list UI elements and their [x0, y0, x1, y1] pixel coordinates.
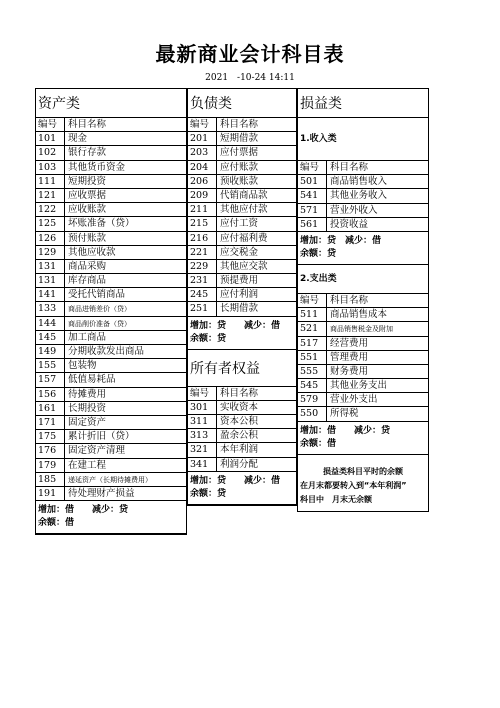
- profit-loss-column: [297, 88, 429, 512]
- col-name-label: 科目名称: [68, 119, 107, 130]
- account-code: 133: [36, 302, 65, 315]
- table-row: [188, 274, 296, 288]
- page-title: 最新商业会计科目表: [155, 42, 345, 66]
- account-name: 预收账款: [220, 175, 259, 187]
- table-row: [188, 232, 296, 246]
- table-row: [36, 487, 186, 501]
- account-name: 应付工资: [220, 218, 259, 230]
- table-row: [188, 458, 296, 472]
- table-row: [36, 246, 186, 260]
- table-header-row: [188, 118, 296, 132]
- liabilities-rule-note: 增加：贷 减少：借 余额：贷: [188, 317, 296, 350]
- table-row: [188, 161, 296, 175]
- account-name: 商品采购: [68, 260, 107, 272]
- account-code: 149: [36, 345, 65, 358]
- account-code: 511: [298, 308, 327, 321]
- assets-header: 资产类: [36, 89, 186, 118]
- table-row: [188, 302, 296, 316]
- account-name: 应交税金: [220, 246, 259, 258]
- account-name: 营业外支出: [330, 394, 378, 406]
- account-name: 盈余公积: [220, 430, 259, 442]
- table-row: [188, 175, 296, 189]
- account-name: 其他货币资金: [68, 161, 126, 173]
- account-code: 201: [188, 132, 217, 145]
- account-code: 131: [36, 274, 65, 287]
- table-row: [188, 288, 296, 302]
- account-name: 长期借款: [220, 303, 259, 315]
- table-row: [188, 401, 296, 415]
- account-code: 301: [188, 401, 217, 414]
- table-row: [36, 288, 186, 302]
- table-row: [36, 373, 186, 387]
- account-code: 121: [36, 189, 65, 202]
- account-code: 555: [298, 365, 327, 378]
- table-row: [36, 175, 186, 189]
- table-row: [36, 331, 186, 345]
- account-name: 应付福利费: [220, 232, 268, 244]
- account-code: 129: [36, 246, 65, 259]
- account-name: 分期收款发出商品: [68, 346, 145, 357]
- account-code: 211: [188, 203, 217, 216]
- account-name: 累计折旧（贷）: [68, 431, 135, 443]
- col-code-label: 编号: [188, 387, 217, 400]
- account-name: 商品销售成本: [330, 309, 388, 321]
- account-name: 营业外收入: [330, 204, 378, 216]
- account-code: 313: [188, 429, 217, 442]
- account-name: 固定资产清理: [68, 445, 126, 457]
- account-name: 短期投资: [68, 175, 107, 187]
- account-code: 311: [188, 415, 217, 428]
- account-code: 561: [298, 218, 327, 231]
- account-name: 应收票据: [68, 189, 107, 201]
- account-name: 应付利润: [220, 289, 259, 301]
- table-row: [298, 189, 428, 203]
- account-name: 经营费用: [330, 337, 369, 349]
- income-rule-note: 增加：贷 减少：借 余额：贷: [298, 232, 428, 265]
- liabilities-header: 负债类: [188, 89, 296, 118]
- col-name-label: 科目名称: [220, 387, 259, 399]
- account-code: 229: [188, 260, 217, 273]
- account-code: 221: [188, 246, 217, 259]
- table-row: [36, 203, 186, 217]
- account-code: 144: [36, 317, 65, 330]
- account-name: 所得税: [330, 408, 359, 420]
- account-code: 157: [36, 373, 65, 386]
- table-row: [188, 443, 296, 457]
- table-row: [298, 393, 428, 407]
- account-name: 低值易耗品: [68, 374, 116, 386]
- account-name: 本年利润: [220, 444, 259, 456]
- account-name: 应付票据: [220, 147, 259, 159]
- account-name: 短期借款: [220, 133, 259, 145]
- equity-header: 所有者权益: [188, 350, 296, 387]
- account-code: 126: [36, 232, 65, 245]
- account-code: 102: [36, 146, 65, 159]
- expense-section-label: 2.支出类: [298, 265, 428, 294]
- account-code: 171: [36, 416, 65, 429]
- account-name: 其他应付款: [220, 204, 268, 216]
- table-row: [36, 161, 186, 175]
- account-code: 501: [298, 175, 327, 188]
- account-name: 坏账准备（贷）: [68, 218, 135, 230]
- assets-rule-note: 增加：借 减少：贷 余额：借: [36, 501, 186, 534]
- account-code: 101: [36, 132, 65, 145]
- account-name: 代销商品款: [220, 189, 268, 201]
- account-code: 571: [298, 204, 327, 217]
- account-name: 投资收益: [330, 218, 369, 230]
- table-row: [36, 402, 186, 416]
- account-code: 231: [188, 274, 217, 287]
- table-row: [36, 146, 186, 160]
- account-name: 加工商品: [68, 331, 107, 343]
- table-row: [298, 337, 428, 351]
- account-name: 待处理财产损益: [68, 487, 135, 499]
- table-row: [36, 217, 186, 231]
- table-row: [188, 189, 296, 203]
- account-code: 179: [36, 459, 65, 472]
- col-code-label: 编号: [188, 118, 217, 131]
- account-name: 实收资本: [220, 401, 259, 413]
- account-code: 156: [36, 388, 65, 401]
- table-row: [298, 379, 428, 393]
- table-row: [298, 365, 428, 379]
- account-name: 商品进销差价（贷）: [68, 305, 131, 314]
- account-name: 待摊费用: [68, 388, 107, 400]
- table-row: [298, 351, 428, 365]
- account-name: 库存商品: [68, 275, 107, 287]
- table-row: [188, 415, 296, 429]
- account-name: 预付账款: [68, 232, 107, 244]
- table-row: [36, 416, 186, 430]
- table-row: [188, 429, 296, 443]
- table-row: [36, 444, 186, 458]
- income-section-label: 1.收入类: [298, 118, 428, 161]
- account-name: 资本公积: [220, 416, 259, 427]
- table-row: [188, 146, 296, 160]
- account-code: 245: [188, 288, 217, 301]
- account-name: 其他应收款: [68, 246, 116, 258]
- account-code: 145: [36, 331, 65, 344]
- table-row: [298, 204, 428, 218]
- account-code: 341: [188, 458, 217, 471]
- closing-footnote: 损益类科目平时的余额 在月末都要转入到“本年利润” 科目中 月末无余额: [300, 466, 407, 504]
- account-code: 103: [36, 161, 65, 174]
- account-code: 203: [188, 146, 217, 159]
- account-name: 受托代销商品: [68, 289, 126, 301]
- account-code: 141: [36, 288, 65, 301]
- account-code: 161: [36, 402, 65, 415]
- account-name: 其他应交款: [220, 260, 268, 272]
- account-code: 545: [298, 379, 327, 392]
- table-row: [36, 132, 186, 146]
- col-code-label: 编号: [36, 118, 65, 131]
- table-header-row: [298, 161, 428, 175]
- account-name: 固定资产: [68, 416, 107, 428]
- table-row: [188, 246, 296, 260]
- account-code: 111: [36, 175, 65, 188]
- account-code: 551: [298, 351, 327, 364]
- account-name: 管理费用: [330, 351, 369, 363]
- account-code: 550: [298, 407, 327, 420]
- table-row: [36, 260, 186, 274]
- table-header-row: [36, 118, 186, 132]
- account-code: 175: [36, 430, 65, 443]
- col-name-label: 科目名称: [220, 119, 259, 130]
- account-name: 银行存款: [68, 147, 107, 159]
- table-row: [298, 407, 428, 421]
- account-code: 517: [298, 337, 327, 350]
- table-row: [298, 175, 428, 189]
- account-name: 利润分配: [220, 458, 259, 470]
- liabilities-column: [187, 88, 297, 506]
- date-stamp: 2021 -10-24 14:11: [205, 73, 295, 83]
- table-row: [36, 388, 186, 402]
- table-row: [36, 232, 186, 246]
- account-code: 204: [188, 161, 217, 174]
- account-name: 在建工程: [68, 459, 107, 471]
- col-code-label: 编号: [298, 294, 327, 307]
- account-code: 541: [298, 189, 327, 202]
- table-row: [36, 317, 186, 331]
- account-name: 长期投资: [68, 402, 107, 414]
- account-code: 209: [188, 189, 217, 202]
- table-row: [298, 308, 428, 322]
- table-row: [188, 203, 296, 217]
- account-code: 215: [188, 217, 217, 230]
- col-name-label: 科目名称: [330, 162, 369, 173]
- table-row: [36, 459, 186, 473]
- account-code: 155: [36, 359, 65, 372]
- account-name: 预提费用: [220, 275, 259, 287]
- table-row: [36, 430, 186, 444]
- account-code: 176: [36, 444, 65, 457]
- account-code: 216: [188, 232, 217, 245]
- table-row: [188, 217, 296, 231]
- col-name-label: 科目名称: [330, 294, 369, 306]
- account-name: 包装物: [68, 360, 97, 372]
- account-name: 财务费用: [330, 365, 369, 377]
- table-row: [36, 302, 186, 316]
- col-code-label: 编号: [298, 161, 327, 174]
- table-row: [36, 345, 186, 359]
- account-name: 商品销售税金及附加: [330, 325, 393, 334]
- equity-rule-note: 增加：贷 减少：借 余额：贷: [188, 472, 296, 505]
- account-name: 现金: [68, 133, 88, 145]
- table-row: [36, 359, 186, 373]
- account-name: 递延资产（长期待摊费用）: [68, 475, 152, 484]
- account-code: 521: [298, 322, 327, 335]
- account-name: 应付账款: [220, 161, 259, 173]
- account-code: 321: [188, 443, 217, 456]
- account-code: 579: [298, 393, 327, 406]
- table-header-row: [298, 294, 428, 308]
- account-code: 122: [36, 203, 65, 216]
- account-name: 其他业务支出: [330, 380, 388, 392]
- account-name: 其他业务收入: [330, 190, 388, 202]
- table-row: [188, 132, 296, 146]
- table-row: [298, 322, 428, 336]
- expense-rule-note: 增加：借 减少：贷 余额：借: [298, 422, 428, 455]
- profit-loss-header: 损益类: [298, 89, 428, 118]
- table-row: [188, 260, 296, 274]
- table-row: [36, 274, 186, 288]
- assets-column: [35, 88, 187, 535]
- account-name: 商品削价准备（贷）: [68, 319, 131, 328]
- account-code: 191: [36, 487, 65, 500]
- table-row: [298, 218, 428, 232]
- account-code: 251: [188, 302, 217, 315]
- account-code: 206: [188, 175, 217, 188]
- account-name: 商品销售收入: [330, 176, 388, 188]
- account-code: 131: [36, 260, 65, 273]
- account-code: 125: [36, 217, 65, 230]
- account-code: 185: [36, 473, 65, 486]
- account-name: 应收账款: [68, 204, 107, 216]
- table-header-row: [188, 387, 296, 401]
- table-row: [36, 189, 186, 203]
- table-row: [36, 473, 186, 487]
